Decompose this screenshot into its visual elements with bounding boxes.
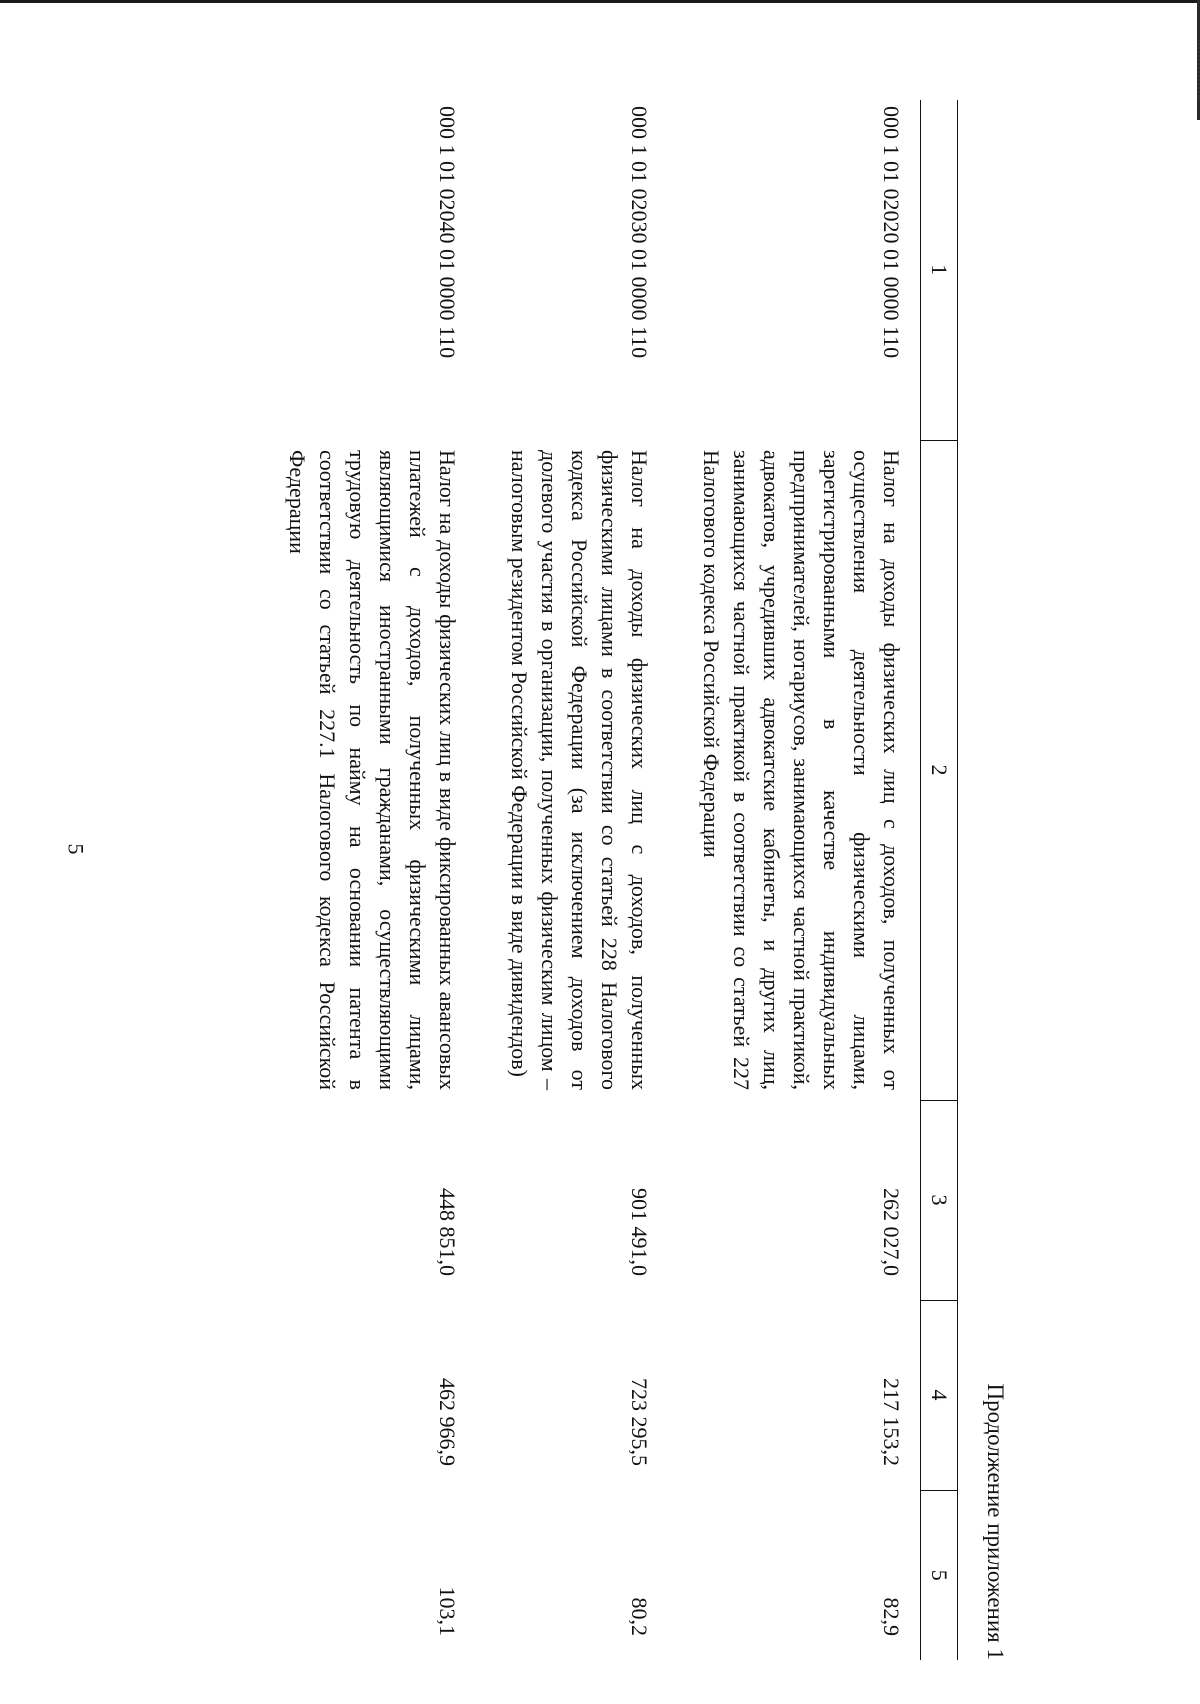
continuation-heading: Продолжение приложения 1 [983, 1383, 1008, 1660]
table-row [668, 100, 921, 1660]
scan-edge-dots [1196, 40, 1200, 100]
budget-code: 000 1 01 02040 01 0000 110 [435, 106, 460, 359]
column-header-5: 5 [921, 1490, 958, 1660]
value-col3: 262 027,0 [879, 1188, 904, 1276]
budget-code: 000 1 01 02020 01 0000 110 [879, 106, 904, 359]
table-row [476, 100, 668, 1660]
column-header-1: 1 [921, 100, 958, 440]
page-number: 5 [63, 843, 89, 855]
table-row [254, 100, 476, 1660]
revenue-table [254, 100, 958, 1660]
value-col3: 901 491,0 [627, 1188, 652, 1276]
table-header-row [921, 100, 958, 1660]
scan-edge-top [0, 0, 1200, 3]
rotated-content [100, 80, 1010, 1680]
percent-col5: 103,1 [435, 1586, 460, 1636]
income-description: Налог на доходы физических лиц в виде фиксированных авансовых платежей с доходов, полученных физическими лицами, являющимися иностранными гражданами, осуществляющими трудовую деятельность по найму на основании патента в соответствии со статьей 227.1 Налогового кодекса Российской Федерации [285, 450, 460, 1090]
percent-col5: 80,2 [627, 1597, 652, 1636]
column-header-3: 3 [921, 1100, 958, 1300]
value-col4: 723 295,5 [627, 1378, 652, 1466]
column-header-4: 4 [921, 1300, 958, 1490]
value-col3: 448 851,0 [435, 1188, 460, 1276]
income-description: Налог на доходы физических лиц с доходов, полученных от осуществления деятельности физическими лицами, зарегистрированными в качестве индивидуальных предпринимателей, нотариусов, занимающихся частной практикой, адвокатов, учредивших адвокатские кабинеты, и других лиц, занимающихся частной практикой в соответствии со статьей 227 Налогового кодекса Российской Федерации [699, 450, 904, 1090]
column-header-2: 2 [921, 440, 958, 1100]
income-description: Налог на доходы физических лиц с доходов, полученных физическими лицами в соответствии со статьей 228 Налогового кодекса Российской Федерации (за исключением доходов от долевого участия в организации, полученных физическим лицом – налоговым резидентом Российской Федерации в виде дивидендов) [507, 450, 652, 1090]
value-col4: 462 966,9 [435, 1378, 460, 1466]
budget-code: 000 1 01 02030 01 0000 110 [627, 106, 652, 359]
percent-col5: 82,9 [879, 1597, 904, 1636]
value-col4: 217 153,2 [879, 1378, 904, 1466]
